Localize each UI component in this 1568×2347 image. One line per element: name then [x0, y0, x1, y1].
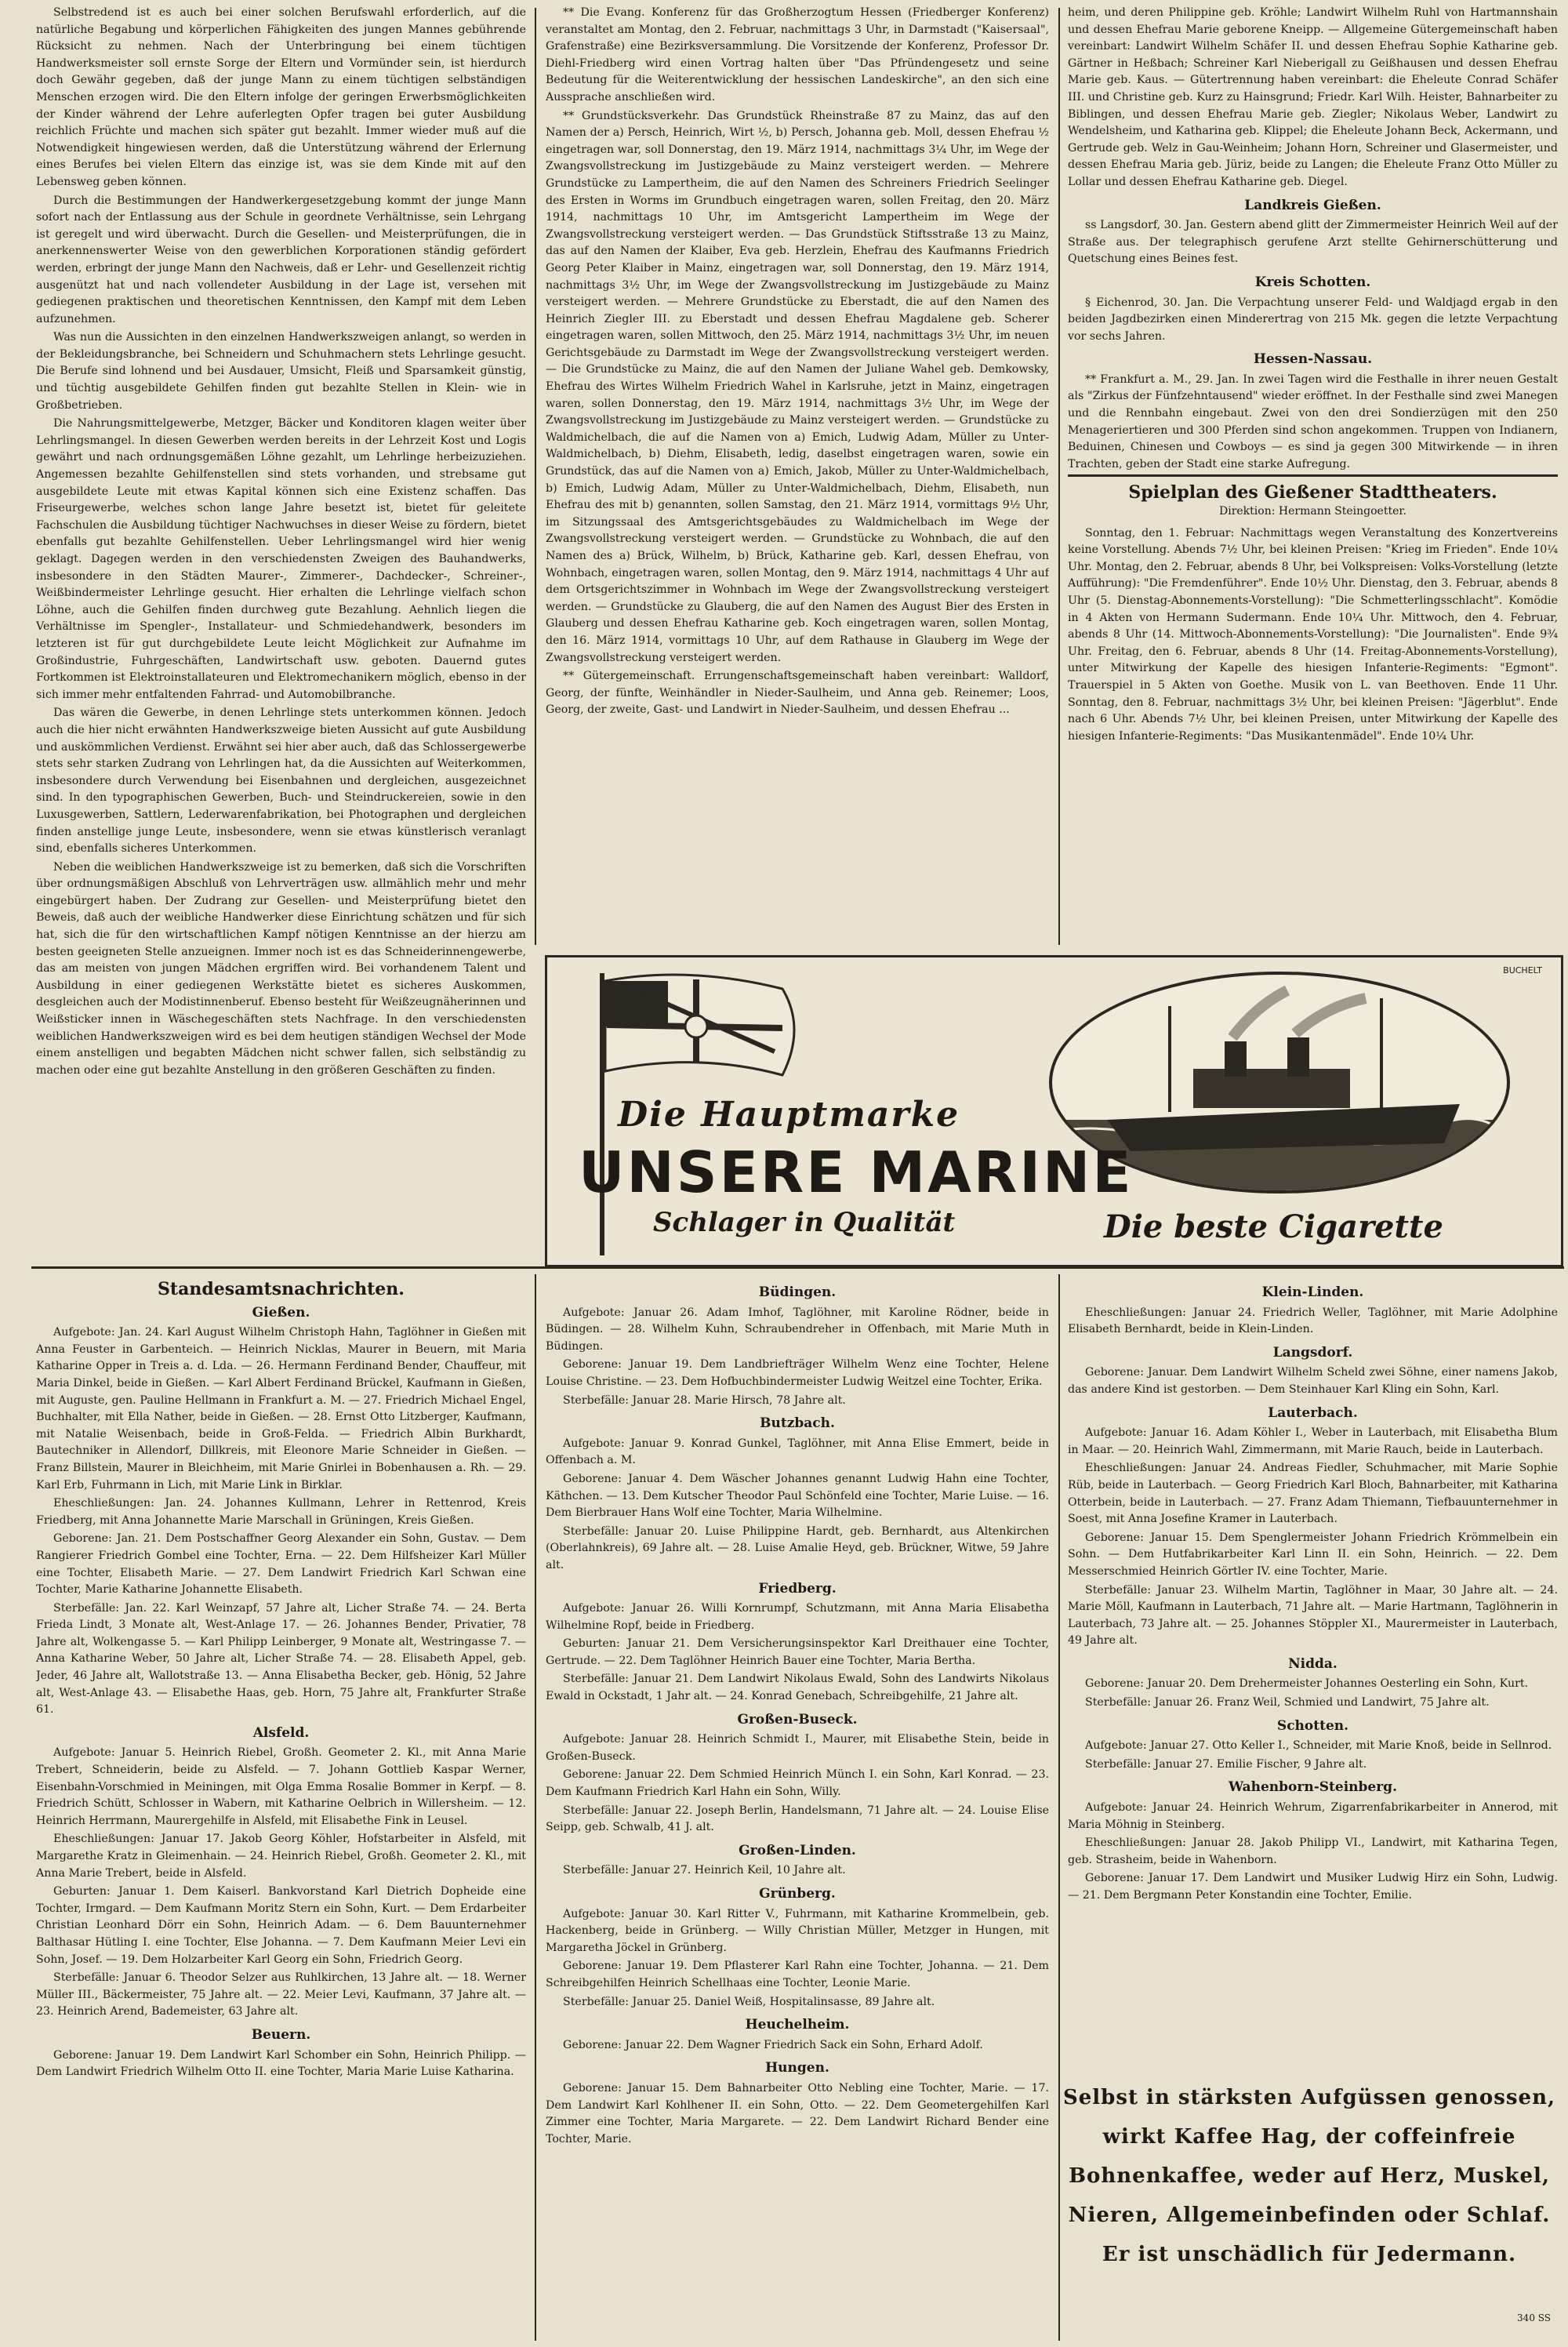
- kreis-schotten-heading: Kreis Schotten.: [1254, 274, 1371, 290]
- paragraph: ** Die Evang. Konferenz für das Großherzogtum Hessen (Friedberger Konferenz) veranstaltet am Montag, den 2. Februar, nachmittags 3 Uhr, in Darmstadt ("Kaisersaal", Grafenstraße) eine Bezirksversammlung. Die Vorsitzende der Konferenz, Professor Dr. Diehl-Friedberg wird einen Vortrag halten über "Das Pfründengesetz und seine Bedeutung für die Weiterentwicklung der hessischen Landeskirche", an den sich eine Aussprache anschließen wird.: [546, 6, 1049, 104]
- entry: Geborene: Januar 19. Dem Landwirt Karl Schomber ein Sohn, Heinrich Philipp. — Dem Landwirt Friedrich Wilhelm Otto II. eine Tochter, Maria Marie Luise Katharina.: [36, 2048, 526, 2079]
- ad-slogan: Schlager in Qualität: [653, 1207, 956, 1238]
- entry: Sterbefälle: Januar 27. Heinrich Keil, 10 Jahre alt.: [563, 1864, 846, 1877]
- marine-cigarette-advert: [545, 955, 1563, 1267]
- entry: Sterbefälle: Januar 22. Joseph Berlin, Handelsmann, 71 Jahre alt. — 24. Louise Elise Seipp, geb. Schwalb, 41 J. alt.: [546, 1804, 1049, 1834]
- paragraph: ** Grundstücksverkehr. Das Grundstück Rheinstraße 87 zu Mainz, das auf den Namen der a) Persch, Heinrich, Wirt ½, b) Persch, Johanna geb. Moll, dessen Ehefrau ½ eingetragen war, soll Donnerstag, den 19. März 1914, nachmittags 3¼ Uhr, im Wege der Zwangsvollstreckung im Justizgebäude zu Mainz versteigert werden. — Mehrere Grundstücke zu Lampertheim, die auf den Namen des Schreiners Friedrich Seelinger des Ersten in Worms im Grundbuch eingetragen waren, sollen Freitag, den 20. März 1914, nachmittags 10 Uhr, im Amtsgericht Lampertheim im Wege der Zwangsvollstreckung versteigert werden. — Das Grundstück Stiftsstraße 13 zu Mainz, das auf den Namen der Klaiber, Eva geb. Herzlein, Ehefrau des Kaufmanns Friedrich Georg Peter Klaiber in Mainz, eingetragen war, soll Donnerstag, den 19. März 1914, nachmittags 3½ Uhr, im Wege der Zwangsvollstreckung im Justizgebäude zu Mainz versteigert werden. — Mehrere Grundstücke zu Eberstadt, die auf den Namen des Heinrich Ziegler III. zu Eberstadt und dessen Ehefrau Magdalene geb. Scherer eingetragen waren, sollen Mittwoch, den 25. März 1914, nachmittags 3½ Uhr, im neuen Gerichtsgebäude zu Darmstadt im Wege der Zwangsvollstreckung versteigert werden. — Die Grundstücke zu Mainz, die auf den Namen der Juliane Wahel geb. Demkowsky, Ehefrau des Wirtes Wilhelm Friedrich Wahel in Karlsruhe, jetzt in Mainz, eingetragen waren, sollen Donnerstag, den 19. März 1914, nachmittags 3½ Uhr, im Wege der Zwangsvollstreckung im Justizgebäude zu Mainz versteigert werden. — Grundstücke zu Waldmichelbach, die auf die Namen von a) Emich, Ludwig Adam, Müller zu Unter-Waldmichelbach, b) Diehm, Elisabeth, ledig, daselbst eingetragen waren, sowie ein Grundstück, das auf die Namen von a) Emich, Jakob, Müller zu Unter-Waldmichelbach, b) Emich, Ludwig Adam, Müller zu Unter-Waldmichelbach, Diehm, Elisabeth, nun Ehefrau des mit b) genannten, sollen Samstag, den 21. März 1914, vormittags 9½ Uhr, im Sitzungssaal des Amtsgerichtsgebäudes zu Waldmichelbach im Wege der Zwangsvollstreckung versteigert werden. — Grundstücke zu Wohnbach, die auf den Namen des a) Brück, Wilhelm, b) Brück, Katharine geb. Karl, dessen Ehefrau, von Wohnbach, eingetragen waren, sollen Montag, den 9. März 1914, nachmittags 4 Uhr auf dem Ortsgerichtszimmer in Wohnbach im Wege der Zwangsvollstreckung versteigert werden. — Grundstücke zu Glauberg, die auf den Namen des August Bier des Ersten in Glauberg und dessen Ehefrau Katharine geb. Koch eingetragen waren, sollen Montag, den 16. März 1914, vormittags 10 Uhr, auf dem Rathause in Glauberg im Wege der Zwangsvollstreckung versteigert werden.: [546, 109, 1049, 664]
- entry: Sterbefälle: Januar 6. Theodor Selzer aus Ruhlkirchen, 13 Jahre alt. — 18. Werner Müller III., Bäckermeister, 75 Jahre alt. — 22. Meier Levi, Kaufmann, 37 Jahre alt. — 23. Heinrich Arend, Bademeister, 63 Jahre alt.: [36, 1971, 526, 2018]
- page-mark: 340 SS: [1517, 2312, 1551, 2323]
- entry: Aufgebote: Januar 16. Adam Köhler I., Weber in Lauterbach, mit Elisabetha Blum in Maar. — 20. Heinrich Wahl, Zimmermann, mit Marie Rauch, beide in Lauterbach.: [1068, 1426, 1558, 1456]
- town-heading: Nidda.: [1288, 1655, 1338, 1672]
- entry: Sterbefälle: Januar 25. Daniel Weiß, Hospitalinsasse, 89 Jahre alt.: [563, 1995, 935, 2008]
- town-heading: Butzbach.: [760, 1415, 835, 1432]
- column-rule: [1058, 8, 1060, 945]
- entry: Aufgebote: Januar 28. Heinrich Schmidt I., Maurer, mit Elisabethe Stein, beide in Großen-Buseck.: [546, 1733, 1049, 1763]
- town-heading: Wahenborn-Steinberg.: [1229, 1779, 1397, 1796]
- entry: Geborene: Januar 15. Dem Bahnarbeiter Otto Nebling eine Tochter, Marie. — 17. Dem Landwirt Karl Kohlhener II. ein Sohn, Otto. — 22. Dem Geometergehilfen Karl Zimmer eine Tochter, Maria Margarete. — 22. Dem Landwirt Richard Bender eine Tochter, Marie.: [546, 2081, 1049, 2145]
- entry: Sterbefälle: Jan. 22. Karl Weinzapf, 57 Jahre alt, Licher Straße 74. — 24. Berta Frieda Lindt, 3 Monate alt, West-Anlage 17. — 26. Johannes Bender, Privatier, 78 Jahre alt, Wolkengasse 5. — Karl Philipp Leinberger, 9 Monate alt, Westringasse 7. — Anna Katharine Weber, 50 Jahre alt, Licher Straße 74. — 28. Elisabeth Appel, geb. Jeder, 46 Jahre alt, Wallotstraße 13. — Anna Elisabetha Becker, geb. Hönig, 52 Jahre alt, West-Anlage 43. — Elisabethe Haas, geb. Horn, 75 Jahre alt, Frankfurter Straße 61.: [36, 1601, 526, 1717]
- standesamt-column-middle: [546, 1278, 1049, 2341]
- standesamt-column-right: [1068, 1278, 1558, 2070]
- langsdorf-news: ss Langsdorf, 30. Jan. Gestern abend glitt der Zimmermeister Heinrich Weil auf der Straße aus. Der telegraphisch gerufene Arzt stellte Gehirnerschütterung und Quetschung eines Beines fest.: [1068, 219, 1558, 266]
- entry: Sterbefälle: Januar 27. Emilie Fischer, 9 Jahre alt.: [1085, 1757, 1367, 1771]
- town-heading: Beuern.: [251, 2026, 311, 2043]
- entry: Eheschließungen: Januar 28. Jakob Philipp VI., Landwirt, mit Katharina Tegen, geb. Strasheim, beide in Wahenborn.: [1068, 1837, 1558, 1866]
- town-heading: Grünberg.: [759, 1886, 836, 1902]
- entry: Geborene: Januar 17. Dem Landwirt und Musiker Ludwig Hirz ein Sohn, Ludwig. — 21. Dem Bergmann Peter Konstandin eine Tochter, Emilie.: [1068, 1872, 1558, 1902]
- paragraph: Das wären die Gewerbe, in denen Lehrlinge stets unterkommen können. Jedoch auch die hier nicht erwähnten Handwerkszweige bieten Aussicht auf gute Ausbildung und auskömmlichen Verdienst. Erwähnt sei hier aber auch, daß das Schlossergewerbe stets sehr starken Zudrang von Lehrlingen hat, da die Aussichten auf Weiterkommen, insbesondere durch Verwendung bei Eisenbahnen und dergleichen, ausgezeichnet sind. In den typographischen Gewerben, Buch- und Steindruckereien, sowie in den Luxusgewerben, Sattlern, Lederwarenfabrikation, bei Photographen und dergleichen finden anstellige junge Leute, insbesondere, wenn sie etwas künstlerisch veranlagt sind, ebenfalls sicheres Unterkommen.: [36, 707, 526, 856]
- spielplan-box: [1068, 474, 1558, 745]
- paragraph: ** Gütergemeinschaft. Errungenschaftsgemeinschaft haben vereinbart: Walldorf, Georg, der fünfte, Weinhändler in Nieder-Saulheim, und Anna geb. Reinemer; Loos, Georg, der zweite, Gast- und Landwirt in Nieder-Saulheim, und dessen Ehefrau ...: [546, 670, 1049, 717]
- news-column-right: [1068, 5, 1558, 946]
- ad-artist-signature: BUCHELT: [1503, 965, 1542, 975]
- town-heading: Büdingen.: [758, 1284, 837, 1300]
- ad-headline: Die Hauptmarke: [618, 1095, 960, 1135]
- ad-tagline: Die beste Cigarette: [1104, 1208, 1443, 1245]
- entry: Sterbefälle: Januar 28. Marie Hirsch, 78 Jahre alt.: [563, 1393, 846, 1407]
- standesamt-column: [36, 1278, 526, 2341]
- entry: Sterbefälle: Januar 21. Dem Landwirt Nikolaus Ewald, Sohn des Landwirts Nikolaus Ewald in Ockstadt, 1 Jahr alt. — 24. Konrad Genebach, Schreibgehilfe, 21 Jahre alt.: [546, 1673, 1049, 1703]
- column-rule: [535, 1274, 536, 2341]
- entry: Geborene: Januar 22. Dem Schmied Heinrich Münch I. ein Sohn, Karl Konrad. — 23. Dem Kaufmann Friedrich Karl Hahn ein Sohn, Willy.: [546, 1768, 1049, 1799]
- town-heading: Klein-Linden.: [1261, 1284, 1364, 1300]
- town-heading: Alsfeld.: [252, 1724, 310, 1741]
- spielplan-text: Sonntag, den 1. Februar: Nachmittags wegen Veranstaltung des Konzertvereins keine Vorstellung. Abends 7½ Uhr, bei kleinen Preisen: "Krieg im Frieden". Ende 10¼ Uhr. Montag, den 2. Februar, abends 8 Uhr, bei Volkspreisen: Volks-Vorstellung (letzte Aufführung): "Die Fremdenführer". Ende 10½ Uhr. Dienstag, den 3. Februar, abends 8 Uhr (5. Dienstag-Abonnements-Vorstellung): "Die Schmetterlingsschlacht". Komödie in 4 Akten von Hermann Sudermann. Ende 10¼ Uhr. Mittwoch, den 4. Februar, abends 8 Uhr (14. Mittwoch-Abonnements-Vorstellung): "Die Journalisten". Ende 9¾ Uhr. Freitag, den 6. Februar, abends 8 Uhr (14. Freitag-Abonnements-Vorstellung), unter Mitwirkung der Kapelle des hiesigen Infanterie-Regiments: "Egmont". Trauerspiel in 5 Akten von Goethe. Musik von L. van Beethoven. Ende 11 Uhr. Sonntag, den 8. Februar, nachmittags 3½ Uhr, bei kleinen Preisen: "Jägerblut". Ende nach 6 Uhr. Abends 7½ Uhr, bei kleinen Preisen, unter Mitwirkung der Kapelle des hiesigen Infanterie-Regiments: "Das Musikantenmädel". Ende 10¼ Uhr.: [1068, 526, 1558, 743]
- paragraph: Was nun die Aussichten in den einzelnen Handwerkszweigen anlangt, so werden in der Bekleidungsbranche, bei Schneidern und Schuhmachern stets Lehrlinge gesucht. Die Berufe sind lohnend und bei Ausdauer, Umsicht, Fleiß und Sparsamkeit günstig, und tüchtig ausgebildete Gehilfen finden gut bezahlte Stellen in Klein- wie in Großbetrieben.: [36, 331, 526, 412]
- town-heading: Lauterbach.: [1268, 1404, 1358, 1421]
- entry: Geborene: Januar 19. Dem Pflasterer Karl Rahn eine Tochter, Johanna. — 21. Dem Schreibgehilfen Heinrich Schellhaas eine Tochter, Leonie Marie.: [546, 1960, 1049, 1989]
- hessen-nassau-heading: Hessen-Nassau.: [1253, 351, 1373, 368]
- standesamt-title: Standesamtsnachrichten.: [158, 1279, 405, 1299]
- paragraph: Die Nahrungsmittelgewerbe, Metzger, Bäcker und Konditoren klagen weiter über Lehrlingsmangel. In diesen Gewerben werden bereits in der Lehrzeit Kost und Logis gewährt und nach ordnungsgemäßen Löhne gezahlt, um Lehrlinge herbeizuziehen. Angemessen bezahlte Gehilfenstellen sind stets vorhanden, und strebsame gut ausgebildete Leute mit etwas Kapital können sich eine Existenz schaffen. Das Friseurgewerbe, welches schon lange Jahre besetzt ist, bietet für geleitete Fachschulen die Ausbildung tüchtiger Nachwuchses in dieser Weise zu fördern, bietet ebenfalls gut bezahlte Gehilfenstellen. Ueber Lehrlingsmangel wird hier wenig geklagt. Dagegen werden in den verschiedensten Zweigen des Bauhandwerks, insbesondere in den Städten Maurer-, Zimmerer-, Dachdecker-, Schreiner-, Weißbindermeister Lehrlinge gesucht. Hier erhalten die Lehrlinge vielfach schon Löhne, auch die Gehilfen finden durchweg gute Bezahlung. Aehnlich liegen die Verhältnisse im Spengler-, Installateur- und Schmiedehandwerk, besonders im letzteren ist für gut durchgebildete Leute leicht Möglichkeit zur Aufnahme im Großindustrie, Fuhrgeschäften, Landwirtschaft usw. geboten. Dauernd gutes Fortkommen ist Elektroinstallateuren und Elektromechanikern möglich, ebenso in der sich immer mehr entfaltenden Fahrrad- und Automobilbranche.: [36, 417, 526, 701]
- entry: Geborene: Januar 20. Dem Drehermeister Johannes Oesterling ein Sohn, Kurt.: [1085, 1677, 1529, 1691]
- town-heading: Langsdorf.: [1272, 1344, 1353, 1361]
- town-heading: Gießen.: [252, 1304, 310, 1321]
- spielplan-direktion: Direktion: Hermann Steingoetter.: [1219, 505, 1406, 518]
- entry: Aufgebote: Januar 27. Otto Keller I., Schneider, mit Marie Knoß, beide in Sellnrod.: [1085, 1739, 1552, 1753]
- entry: Eheschließungen: Januar 24. Friedrich Weller, Taglöhner, mit Marie Adolphine Elisabeth Bernhardt, beide in Klein-Linden.: [1068, 1306, 1558, 1336]
- paragraph: Durch die Bestimmungen der Handwerkergesetzgebung kommt der junge Mann sofort nach der Entlassung aus der Schule in geordnete Verhältnisse, sein Lehrgang ist geregelt und wird überwacht. Durch die Gesellen- und Meisterprüfungen, die in anerkennenswerter Weise von den gewerblichen Korporationen ständig gefördert werden, erbringt der junge Mann den Nachweis, daß er Lehr- und Gesellenzeit richtig ausgenützt hat und nach vollendeter Ausbildung in der Lage ist, versehen mit gediegenen praktischen und theoretischen Kenntnissen, den Kampf mit dem Leben aufzunehmen.: [36, 194, 526, 325]
- town-heading: Schotten.: [1276, 1717, 1349, 1734]
- entry: Aufgebote: Januar 5. Heinrich Riebel, Großh. Geometer 2. Kl., mit Anna Marie Trebert, Schneiderin, beide zu Alsfeld. — 7. Johann Gottlieb Kaspar Werner, Eisenbahn-Vorschmied in Meiningen, mit Olga Emma Rosalie Bommer in Kerpf. — 8. Friedrich Schütt, Schlosser in Wabern, mit Katharine Oelbrich in Willersheim. — 12. Heinrich Herrmann, Maurergehilfe in Alsfeld, mit Elisabethe Fink in Leusel.: [36, 1746, 526, 1827]
- entry: Geborene: Januar. Dem Landwirt Wilhelm Scheld zwei Söhne, einer namens Jakob, das andere Kind ist gestorben. — Dem Steinhauer Karl Kling ein Sohn, Karl.: [1068, 1366, 1558, 1396]
- entry: Geburten: Januar 21. Dem Versicherungsinspektor Karl Dreithauer eine Tochter, Gertrude. — 22. Dem Taglöhner Heinrich Bauer eine Tochter, Maria Bertha.: [546, 1637, 1049, 1667]
- town-heading: Friedberg.: [758, 1580, 837, 1597]
- entry: Aufgebote: Januar 24. Heinrich Wehrum, Zigarrenfabrikarbeiter in Annerod, mit Maria Möhnig in Steinberg.: [1068, 1801, 1558, 1831]
- paragraph: Selbstredend ist es auch bei einer solchen Berufswahl erforderlich, auf die natürliche Begabung und körperlichen Fähigkeiten des jungen Mannes gebührende Rücksicht zu nehmen. Nach der Unterbringung bei einem tüchtigen Handwerksmeister soll ernste Sorge der Eltern und Vormünder sein, ist hierdurch doch Gewähr gegeben, daß der junge Mann zu einem tüchtigen selbständigen Menschen erzogen wird. Die den Eltern infolge der geringen Erwerbsmöglichkeiten der Kinder während der Lehre auferlegten Opfer tragen bei guter Ausbildung reichlich Früchte und machen sich später gut bezahlt. Immer wieder muß auf die Notwendigkeit hingewiesen werden, daß die Unterstützung während der Erlernung eines Berufes bei vielen Eltern das einzige ist, was sie dem Kinde mit auf den Lebensweg geben können.: [36, 6, 526, 188]
- column-rule: [535, 8, 536, 945]
- entry: Aufgebote: Januar 30. Karl Ritter V., Fuhrmann, mit Katharine Krommelbein, geb. Hackenberg, beide in Grünberg. — Willy Christian Müller, Metzger in Hungen, mit Margaretha Jöckel in Grünberg.: [546, 1907, 1049, 1954]
- news-column-middle: [546, 5, 1049, 946]
- entry: Geborene: Januar 4. Dem Wäscher Johannes genannt Ludwig Hahn eine Tochter, Käthchen. — 13. Dem Kutscher Theodor Paul Schönfeld eine Tochter, Marie Luise. — 16. Dem Bierbrauer Hans Wolf eine Tochter, Maria Wilhelmine.: [546, 1472, 1049, 1520]
- kaffee-hag-advert: Selbst in stärksten Aufgüssen genossen, wirkt Kaffee Hag, der coffeinfreie Bohnenkaffee, weder auf Herz, Muskel, Nieren, Allgemeinbefinden oder Schlaf. Er ist unschädlich für Jedermann.: [1062, 2086, 1556, 2266]
- entry: Aufgebote: Januar 26. Willi Kornrumpf, Schutzmann, mit Anna Maria Elisabetha Wilhelmine Ropf, beide in Friedberg.: [546, 1602, 1049, 1632]
- entry: Geborene: Januar 19. Dem Landbriefträger Wilhelm Wenz eine Tochter, Helene Louise Christine. — 23. Dem Hofbuchbindermeister Ludwig Weitzel eine Tochter, Erika.: [546, 1358, 1049, 1388]
- entry: Aufgebote: Jan. 24. Karl August Wilhelm Christoph Hahn, Taglöhner in Gießen mit Anna Feuster in Garbenteich. — Heinrich Nicklas, Maurer in Beuern, mit Maria Katharine Opper in Treis a. d. Lda. — 26. Hermann Ferdinand Bender, Chauffeur, mit Maria Dinkel, beide in Gießen. — Karl Albert Ferdinand Brückel, Kaufmann in Gießen, mit Auguste, gen. Pauline Hellmann in Frankfurt a. M. — 27. Friedrich Michael Engel, Buchhalter, mit Ella Nather, beide in Gießen. — 28. Ernst Otto Litzberger, Kaufmann, mit Natalie Weisenbach, beide in Groß-Felda. — Friedrich Albin Burkhardt, Bautechniker in Allendorf, Dillkreis, mit Eleonore Marie Schneider in Gießen. — Franz Billstein, Maurer in Bleichheim, mit Marie Gnirlei in Bobenhausen a. Rh. — 29. Karl Erb, Fuhrmann in Lich, mit Marie Link in Birklar.: [36, 1326, 526, 1491]
- frankfurt-news: ** Frankfurt a. M., 29. Jan. In zwei Tagen wird die Festhalle in ihrer neuen Gestalt als "Zirkus der Fünfzehntausend" wieder eröffnet. In der Festhalle sind zwei Manegen und die Rennbahn eingebaut. Zwei von den drei Sondierzügen mit den 250 Menageriertieren und 300 Pferden sind schon angekommen. Truppen von Indianern, Beduinen, Chinesen und Cowboys — es sind ja gegen 300 Mitwirkende — in ihren Trachten, geben der Stadt eine starke Aufregung.: [1068, 372, 1558, 470]
- entry: Geborene: Januar 15. Dem Spenglermeister Johann Friedrich Krömmelbein ein Sohn. — Dem Hutfabrikarbeiter Karl Linn II. ein Sohn, Heinrich. — 22. Dem Messerschmied Heinrich Görtler IV. eine Tochter, Marie.: [1068, 1531, 1558, 1578]
- entry: Eheschließungen: Jan. 24. Johannes Kullmann, Lehrer in Rettenrod, Kreis Friedberg, mit Anna Johannette Marie Marschall in Grüningen, Kreis Gießen.: [36, 1497, 526, 1527]
- town-heading: Heuchelheim.: [745, 2017, 850, 2033]
- entry: Sterbefälle: Januar 23. Wilhelm Martin, Taglöhner in Maar, 30 Jahre alt. — 24. Marie Möll, Kaufmann in Lauterbach, 71 Jahre alt. — Marie Hartmann, Taglöhnerin in Lauterbach, 73 Jahre alt. — 25. Johannes Stöppler XI., Maurermeister in Lauterbach, 49 Jahre alt.: [1068, 1583, 1558, 1648]
- guetergemeinschaft-cont: heim, und deren Philippine geb. Kröhle; Landwirt Wilhelm Ruhl von Hartmannshain und dessen Ehefrau Marie geborene Kneipp. — Allgemeine Gütergemeinschaft haben vereinbart: Landwirt Wilhelm Schäfer II. und dessen Ehefrau Sophie Katharine geb. Gärtner in Heßbach; Schreiner Karl Nieberigall zu Geißhausen und dessen Ehefrau Marie geb. Kaus. — Gütertrennung haben vereinbart: die Eheleute Conrad Schäfer III. und Christine geb. Kurz zu Hainsgrund; Friedr. Karl Wilh. Heister, Bahnarbeiter zu Biblingen, und dessen Ehefrau Marie geb. Ziegler; Nikolaus Weber, Landwirt zu Wendelsheim, und Katharina geb. Klippel; die Eheleute Johann Beck, Ackermann, und Gertrude geb. Welz in Gau-Weinheim; Johann Horn, Schreiner und Glasermeister, und dessen Ehefrau Maria geb. Jüriz, beide zu Langen; die Eheleute Franz Otto Müller zu Lollar und dessen Ehefrau Katharine geb. Diegel.: [1068, 6, 1558, 188]
- town-heading: Hungen.: [765, 2060, 829, 2076]
- entry: Eheschließungen: Januar 17. Jakob Georg Köhler, Hofstarbeiter in Alsfeld, mit Margarethe Kratz in Gleimenhain. — 24. Heinrich Riebel, Großh. Geometer 2. Kl., mit Anna Marie Trebert, beide in Alsfeld.: [36, 1833, 526, 1880]
- entry: Geborene: Januar 22. Dem Wagner Friedrich Sack ein Sohn, Erhard Adolf.: [563, 2038, 983, 2051]
- entry: Aufgebote: Januar 26. Adam Imhof, Taglöhner, mit Karoline Rödner, beide in Büdingen. — 28. Wilhelm Kuhn, Schraubendreher in Offenbach, mit Marie Muth in Büdingen.: [546, 1306, 1049, 1353]
- town-heading: Großen-Buseck.: [737, 1711, 858, 1728]
- town-heading: Großen-Linden.: [739, 1842, 856, 1858]
- entry: Aufgebote: Januar 9. Konrad Gunkel, Taglöhner, mit Anna Elise Emmert, beide in Offenbach a. M.: [546, 1437, 1049, 1467]
- paragraph: Neben die weiblichen Handwerkszweige ist zu bemerken, daß sich die Vorschriften über ordnungsmäßigen Abschluß von Lehrverträgen usw. allmählich mehr und mehr eingebürgert haben. Der Zudrang zur Gesellen- und Meisterprüfung bietet den Beweis, daß auch der weibliche Handwerker diese Einrichtung schätzen und für sich hat, sich die für den wirtschaftlichen Kampf nötigen Kenntnisse an der hierzu am besten geeigneten Stelle anzueignen. Immer noch ist es das Schneiderinnengewerbe, das am meisten von jungen Mädchen ergriffen wird. Bei vorhandenem Talent und Ausbildung in einer gediegenen Werkstätte bietet es sicheres Auskommen, desgleichen auch der Modistinnenberuf. Ebenso besteht für Weißzeugnäherinnen und Weißsticker innen in Wäschegeschäften stets Nachfrage. In den verschiedensten weiblichen Handwerkszweigen wird es bei dem heutigen ständigen Wechsel der Mode einem anstelligen und begabten Mädchen nicht schwer fallen, sich selbständig zu machen oder eine gut bezahlte Anstellung in den größeren Geschäften zu finden.: [36, 860, 526, 1077]
- entry: Sterbefälle: Januar 26. Franz Weil, Schmied und Landwirt, 75 Jahre alt.: [1085, 1696, 1490, 1709]
- eichenrod-news: § Eichenrod, 30. Jan. Die Verpachtung unserer Feld- und Waldjagd ergab in den beiden Jagdbezirken einen Minderertrag von 215 Mk. gegen die letzte Verpachtung vor sechs Jahren.: [1068, 296, 1558, 343]
- landkreis-giessen-heading: Landkreis Gießen.: [1244, 197, 1381, 213]
- entry: Geburten: Januar 1. Dem Kaiserl. Bankvorstand Karl Dietrich Dopheide eine Tochter, Irmgard. — Dem Kaufmann Moritz Stern ein Sohn, Kurt. — Dem Erdarbeiter Christian Leonhard Dörr ein Sohn, Heinrich Adam. — 6. Dem Bauunternehmer Balthasar Hütling I. eine Tochter, Else Johanna. — 7. Dem Kaufmann Meier Levi ein Sohn, Josef. — 19. Dem Holzarbeiter Karl Georg ein Sohn, Friedrich Georg.: [36, 1885, 526, 1966]
- entry: Sterbefälle: Januar 20. Luise Philippine Hardt, geb. Bernhardt, aus Altenkirchen (Oberlahnkreis), 69 Jahre alt. — 28. Luise Amalie Heyd, geb. Brückner, Witwe, 59 Jahre alt.: [546, 1524, 1049, 1571]
- entry: Eheschließungen: Januar 24. Andreas Fiedler, Schuhmacher, mit Marie Sophie Rüb, beide in Lauterbach. — Georg Friedrich Karl Bloch, Bahnarbeiter, mit Katharina Otterbein, beide in Lauterbach. — 27. Franz Adam Thiemann, Tiefbauunternehmer in Soest, mit Anna Josefine Kramer in Lauterbach.: [1068, 1462, 1558, 1526]
- entry: Geborene: Jan. 21. Dem Postschaffner Georg Alexander ein Sohn, Gustav. — Dem Rangierer Friedrich Gombel eine Tochter, Erna. — 22. Dem Hilfsheizer Karl Müller eine Tochter, Elisabeth Marie. — 27. Dem Landwirt Friedrich Karl Schwan eine Tochter, Marie Katharine Johannette Elisabeth.: [36, 1532, 526, 1597]
- spielplan-title: Spielplan des Gießener Stadttheaters.: [1128, 482, 1497, 503]
- article-berufswahl: [36, 5, 526, 1259]
- ad-brand-name: UNSERE MARINE: [579, 1139, 1134, 1205]
